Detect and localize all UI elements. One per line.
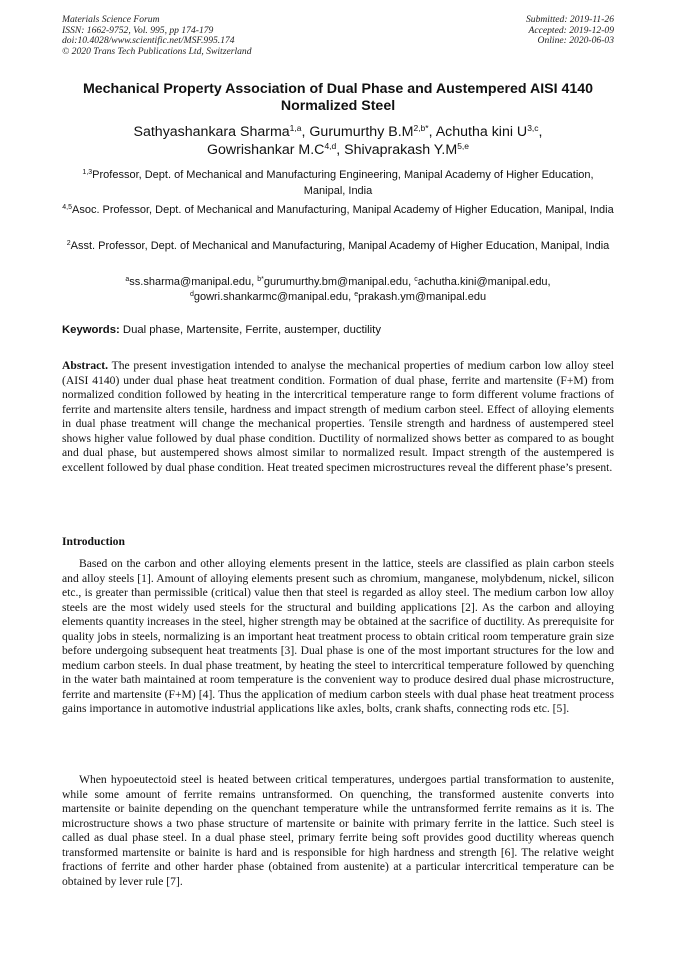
author: Gurumurthy $B.M^{2,b*}$,	[309, 123, 436, 140]
abstract-label: Abstract.	[62, 359, 109, 372]
online-date: Online: 2020-06-03	[537, 35, 614, 47]
keywords	[62, 323, 614, 338]
email-link[interactable]: $^e$prakash.ym@manipal.edu	[354, 291, 487, 303]
journal-issn: ISSN: 1662-9752, Vol. 995, pp 174-179	[62, 24, 214, 36]
affiliation: $^{4,5}$Asoc. Professor, Dept. of Mechanical and Manufacturing, Manipal Academy of Higher Education, Manipal, India	[62, 204, 614, 216]
submitted-date: Submitted: 2019-11-26	[525, 14, 614, 25]
author: Shivaprakash $Y.M^{5,e}$	[344, 141, 470, 158]
paper-title: Mechanical Property Association of Dual Phase and Austempered AISI 4140 Normalized Steel	[82, 81, 594, 114]
keywords-label: Keywords:	[62, 324, 120, 336]
accepted-date: Accepted: 2019-12-09	[528, 24, 614, 36]
intro-paragraph: When hypoeutectoid steel is heated between critical temperatures, undergoes partial transformation to austenite, while some amount of ferrite remains untransformed. On quenching, the transformed austenite converts into martensite or bainite depending on the quenchant temperature while the untransformed ferrite remains as it is. The microstructure shows a two phase structure of martensite or bainite with primary ferrite in the lattice. Such steel is called as dual phase steel. In a dual phase steel, primary ferrite being soft provides good ductility whereas quench transformed martensite or bainite is hard and is responsible for high hardness and strength [6]. The relative weight fractions of ferrite and other harder phase (obtained from austenite) at a particular intercritical temperature can be obtained by lever rule [7].	[62, 773, 614, 888]
keywords-text: Dual phase, Martensite, Ferrite, austemper, ductility	[119, 324, 381, 336]
abstract	[62, 359, 614, 475]
author: Sathyashankara Sharma$^{1,a}$,	[133, 123, 310, 140]
journal-header	[62, 15, 252, 58]
abstract-text: The present investigation intended to analyse the mechanical properties of medium carbon low alloy steel (AISI 4140) under dual phase heat treatment condition. Formation of dual phase, ferrite and martensite (F+M) from normalized condition followed by heating in the intercritical temperature range to form different volume fractions of ferrite and martensite alters tensile, hardness and impact strength of medium carbon steel. Effect of alloying elements in dual phase treatment will change the mechanical properties. Tensile strength and hardness of austempered steel shows higher value followed by dual phase condition. Ductility of normalized shows better as compared to as bought and dual phase, but austempered shows almost similar to normalized result. Impact strength of the austempered is excellent followed by dual phase condition. Heat treated specimen microstructures reveal the different phase’s present.	[62, 359, 614, 474]
author-emails	[62, 275, 614, 305]
journal-name: Materials Science Forum	[62, 14, 160, 25]
author: Achutha kini U$^{3,c}$,	[435, 123, 543, 140]
author: Gowrishankar $M.C^{4,d}$,	[206, 141, 345, 158]
journal-doi[interactable]: doi:10.4028/www.scientific.net/MSF.995.174	[62, 35, 235, 47]
email-link[interactable]: $^d$gowri.shankarmc@manipal.edu,	[189, 291, 355, 303]
affiliation: $^2$Asst. Professor, Dept. of Mechanical and Manufacturing, Manipal Academy of Higher Education, Manipal, India	[66, 240, 610, 252]
intro-paragraph: Based on the carbon and other alloying elements present in the lattice, steels are classified as plain carbon steels and alloy steels [1]. Amount of alloying elements present such as chromium, manganese, molybdenum, nickel, silicon etc., is greater than permissible (critical) value then that steel is regarded as alloy steel. The medium carbon low alloy steels are the most widely used steels for the structural and building applications [2]. As the carbon and alloying elements quantity increases in the steel, higher strength may be obtained at the sacrifice of ductility. As prerequisite for quality jobs in steels, normalizing is an important heat treatment process to obtain critical room temperature grain size before undergoing subsequent heat treatments [3]. Dual phase is one of the most important structures for the low and medium carbon steels. In dual phase treatment, by heating the steel to intercritical temperature followed by quenching in the water bath maintained at room temperature is the convenient way to produce desired dual phase microstructure, ferrite and martensite (F+M) [4]. Thus the application of medium carbon steels with dual phase heat treatment process gains importance in automotive industrial applications like axles, bolts, crank shafts, connecting rods etc. [5].	[62, 557, 614, 715]
author-list	[62, 123, 614, 159]
submission-dates	[526, 15, 614, 47]
email-link[interactable]: $^{b*}$gurumurthy.bm@manipal.edu,	[257, 276, 415, 288]
affiliation: $^{1,3}$Professor, Dept. of Mechanical and Manufacturing Engineering, Manipal Academy of Higher Education, Manipal, India	[82, 169, 594, 197]
email-link[interactable]: $^a$ss.sharma@manipal.edu,	[125, 276, 258, 288]
journal-copyright: © 2020 Trans Tech Publications Ltd, Switzerland	[62, 46, 252, 58]
email-link[interactable]: $^c$achutha.kini@manipal.edu,	[414, 276, 551, 288]
section-heading-introduction: Introduction	[62, 535, 125, 548]
